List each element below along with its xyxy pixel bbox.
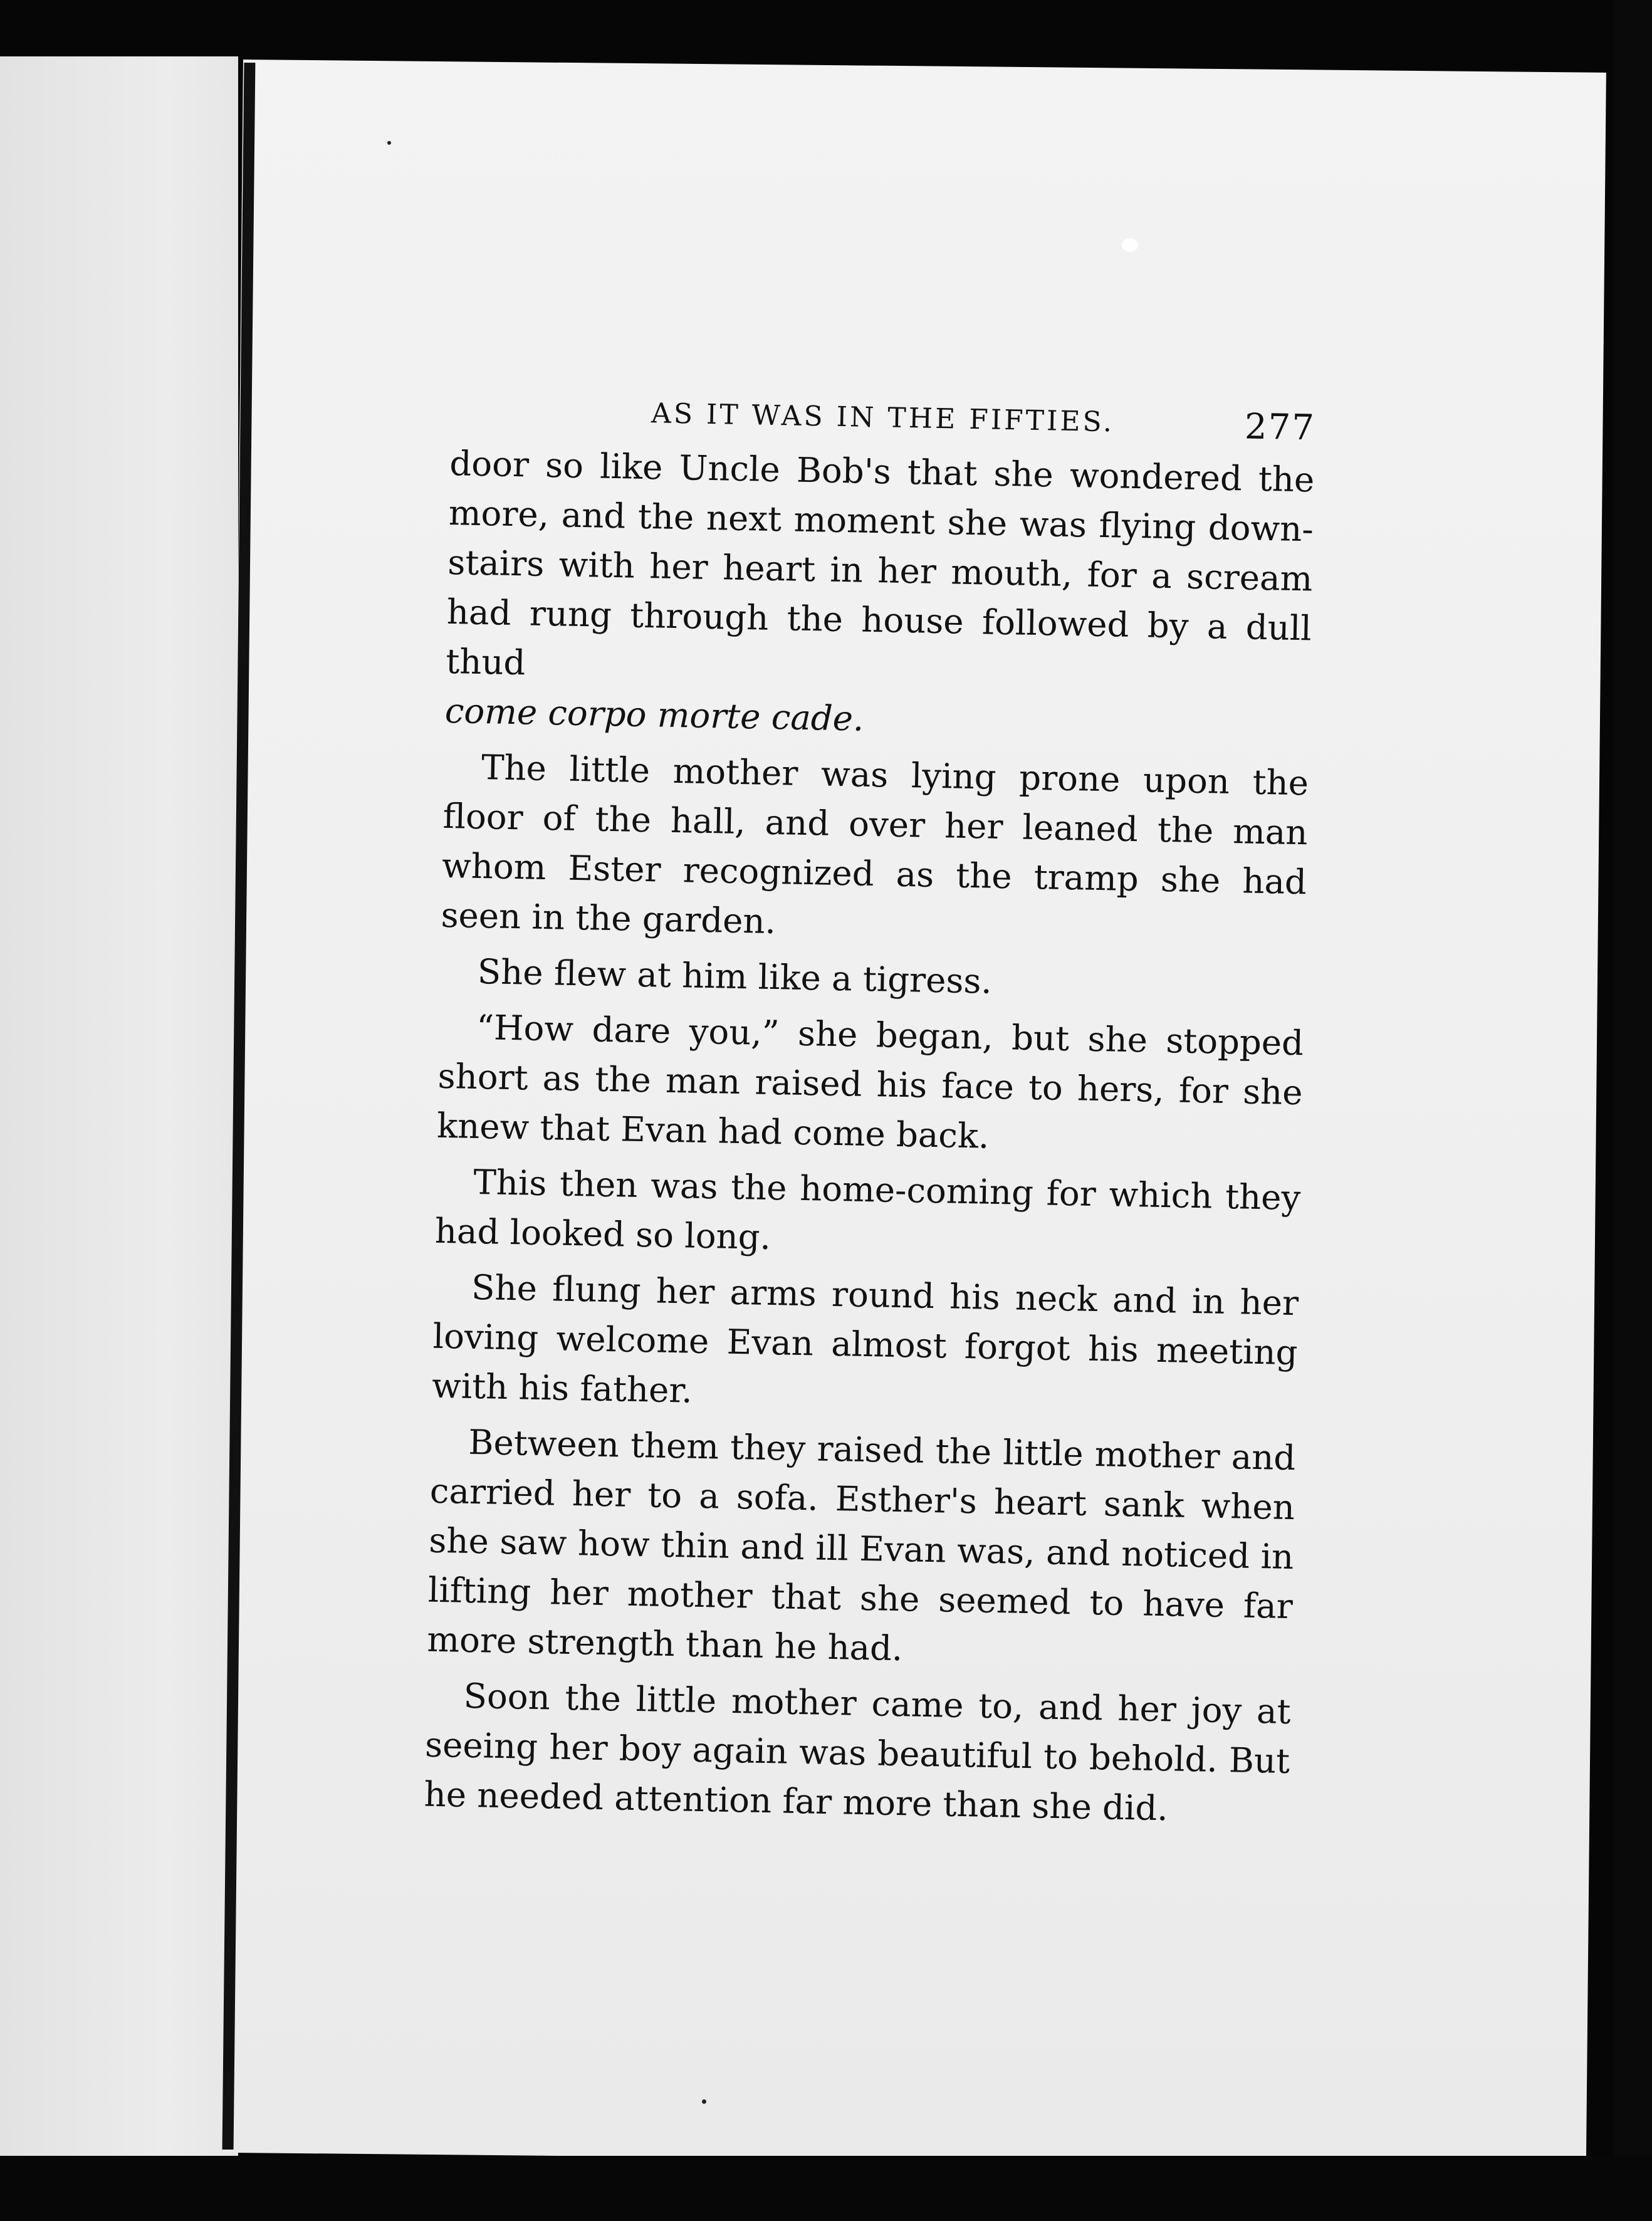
paper-blemish xyxy=(1122,238,1138,252)
running-title: AS IT WAS IN THE FIFTIES. xyxy=(651,397,1115,439)
left-page-edge xyxy=(0,56,238,2221)
page-number: 277 xyxy=(1244,406,1316,449)
right-scan-border xyxy=(1614,0,1652,2221)
paragraph-1 xyxy=(444,439,1315,752)
paragraph-7: Between them they raised the little mother and carried her to a sofa. Esther's heart sank when she saw how thin and ill Evan was, and noticed in lifting her mother that she seemed to have far more strength than he had. xyxy=(426,1421,1296,1669)
paragraph-1-text: door so like Uncle Bob's that she wondered the more, and the next moment she was flying down-stairs with her heart in her mouth, for a scream had rung through the house followed by a dull thud xyxy=(445,442,1315,683)
paragraph-2: The little mother was lying prone upon the floor of the hall, and over her leaned the man whom Ester recognized as the tramp she had seen in the garden. xyxy=(441,747,1309,942)
bottom-scan-border xyxy=(0,2156,1652,2221)
ink-speck xyxy=(387,141,391,145)
page-text xyxy=(424,382,1316,1842)
paragraph-3: She flew at him like a tigress. xyxy=(477,951,993,1001)
paragraph-1-italic: come corpo morte cade. xyxy=(444,690,864,739)
paragraph-6: She flung her arms round his neck and in her loving welcome Evan almost forgot his meeting with his father. xyxy=(431,1267,1299,1411)
paragraph-8: Soon the little mother came to, and her joy at seeing her boy again was beautiful to behold. But he needed attention far more than she did. xyxy=(424,1675,1292,1829)
ink-speck xyxy=(702,2099,706,2104)
paragraph-4: “How dare you,” she began, but she stopped short as the man raised his face to hers, for she knew that Evan had come back. xyxy=(436,1006,1304,1156)
paragraph-5: This then was the home-coming for which they had looked so long. xyxy=(434,1161,1301,1258)
